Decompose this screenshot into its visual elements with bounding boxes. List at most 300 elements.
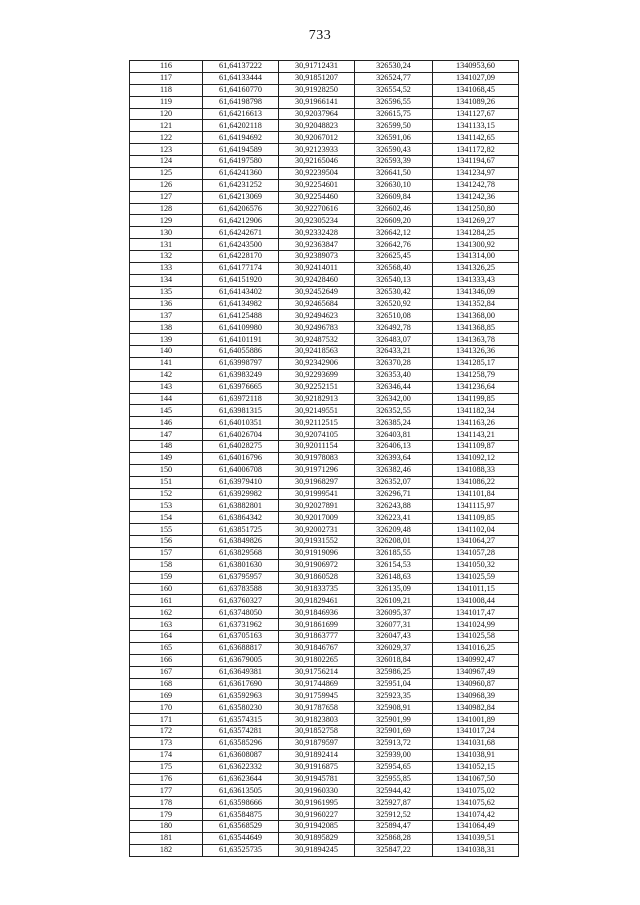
- point-number-cell: 117: [130, 72, 203, 84]
- table-row: [130, 61, 519, 73]
- point-number-cell: 118: [130, 84, 203, 96]
- latitude-cell: 61,64241360: [203, 167, 279, 179]
- y-coordinate-cell: 1341314,00: [433, 251, 519, 263]
- table-row: [130, 809, 519, 821]
- table-row: [130, 773, 519, 785]
- latitude-cell: 61,63731962: [203, 619, 279, 631]
- x-coordinate-cell: 325901,99: [355, 714, 433, 726]
- y-coordinate-cell: 1340968,39: [433, 690, 519, 702]
- longitude-cell: 30,92254460: [279, 191, 355, 203]
- table-row: [130, 464, 519, 476]
- x-coordinate-cell: 326596,55: [355, 96, 433, 108]
- y-coordinate-cell: 1341368,00: [433, 310, 519, 322]
- y-coordinate-cell: 1341250,80: [433, 203, 519, 215]
- table-row: [130, 334, 519, 346]
- x-coordinate-cell: 325912,52: [355, 809, 433, 821]
- table-row: [130, 678, 519, 690]
- longitude-cell: 30,92418563: [279, 346, 355, 358]
- x-coordinate-cell: 326406,13: [355, 441, 433, 453]
- point-number-cell: 124: [130, 156, 203, 168]
- table-row: [130, 429, 519, 441]
- latitude-cell: 61,64198798: [203, 96, 279, 108]
- point-number-cell: 134: [130, 274, 203, 286]
- y-coordinate-cell: 1341011,15: [433, 583, 519, 595]
- y-coordinate-cell: 1341133,15: [433, 120, 519, 132]
- x-coordinate-cell: 326095,37: [355, 607, 433, 619]
- point-number-cell: 176: [130, 773, 203, 785]
- longitude-cell: 30,92332428: [279, 227, 355, 239]
- y-coordinate-cell: 1341017,24: [433, 726, 519, 738]
- latitude-cell: 61,63574281: [203, 726, 279, 738]
- table-row: [130, 654, 519, 666]
- x-coordinate-cell: 326393,64: [355, 452, 433, 464]
- x-coordinate-cell: 326296,71: [355, 488, 433, 500]
- table-row: [130, 642, 519, 654]
- y-coordinate-cell: 1341075,02: [433, 785, 519, 797]
- x-coordinate-cell: 326029,37: [355, 642, 433, 654]
- longitude-cell: 30,92252151: [279, 381, 355, 393]
- y-coordinate-cell: 1341052,15: [433, 761, 519, 773]
- longitude-cell: 30,92389073: [279, 251, 355, 263]
- x-coordinate-cell: 326510,08: [355, 310, 433, 322]
- longitude-cell: 30,91942085: [279, 821, 355, 833]
- longitude-cell: 30,92067012: [279, 132, 355, 144]
- y-coordinate-cell: 1341258,79: [433, 369, 519, 381]
- point-number-cell: 182: [130, 844, 203, 856]
- y-coordinate-cell: 1341333,43: [433, 274, 519, 286]
- point-number-cell: 142: [130, 369, 203, 381]
- table-row: [130, 595, 519, 607]
- table-row: [130, 702, 519, 714]
- y-coordinate-cell: 1341234,97: [433, 167, 519, 179]
- x-coordinate-cell: 325901,69: [355, 726, 433, 738]
- y-coordinate-cell: 1341236,64: [433, 381, 519, 393]
- table-row: [130, 357, 519, 369]
- y-coordinate-cell: 1341284,25: [433, 227, 519, 239]
- x-coordinate-cell: 325986,25: [355, 666, 433, 678]
- point-number-cell: 149: [130, 452, 203, 464]
- table-row: [130, 714, 519, 726]
- longitude-cell: 30,91971296: [279, 464, 355, 476]
- x-coordinate-cell: 326385,24: [355, 417, 433, 429]
- latitude-cell: 61,63851725: [203, 524, 279, 536]
- x-coordinate-cell: 325894,47: [355, 821, 433, 833]
- x-coordinate-cell: 326540,13: [355, 274, 433, 286]
- longitude-cell: 30,91895829: [279, 832, 355, 844]
- longitude-cell: 30,91894245: [279, 844, 355, 856]
- latitude-cell: 61,63622332: [203, 761, 279, 773]
- x-coordinate-cell: 326342,00: [355, 393, 433, 405]
- longitude-cell: 30,91852758: [279, 726, 355, 738]
- point-number-cell: 154: [130, 512, 203, 524]
- latitude-cell: 61,63864342: [203, 512, 279, 524]
- y-coordinate-cell: 1341027,09: [433, 72, 519, 84]
- point-number-cell: 169: [130, 690, 203, 702]
- y-coordinate-cell: 1341346,09: [433, 286, 519, 298]
- point-number-cell: 128: [130, 203, 203, 215]
- x-coordinate-cell: 326243,88: [355, 500, 433, 512]
- point-number-cell: 167: [130, 666, 203, 678]
- point-number-cell: 125: [130, 167, 203, 179]
- x-coordinate-cell: 326135,09: [355, 583, 433, 595]
- x-coordinate-cell: 326077,31: [355, 619, 433, 631]
- y-coordinate-cell: 1341016,25: [433, 642, 519, 654]
- latitude-cell: 61,63829568: [203, 547, 279, 559]
- table-row: [130, 298, 519, 310]
- latitude-cell: 61,64125488: [203, 310, 279, 322]
- longitude-cell: 30,91846936: [279, 607, 355, 619]
- x-coordinate-cell: 326554,52: [355, 84, 433, 96]
- latitude-cell: 61,63929982: [203, 488, 279, 500]
- table-row: [130, 547, 519, 559]
- latitude-cell: 61,64213069: [203, 191, 279, 203]
- table-row: [130, 96, 519, 108]
- table-row: [130, 749, 519, 761]
- longitude-cell: 30,92342906: [279, 357, 355, 369]
- point-number-cell: 116: [130, 61, 203, 73]
- longitude-cell: 30,91916875: [279, 761, 355, 773]
- latitude-cell: 61,63976665: [203, 381, 279, 393]
- y-coordinate-cell: 1341067,50: [433, 773, 519, 785]
- point-number-cell: 145: [130, 405, 203, 417]
- point-number-cell: 132: [130, 251, 203, 263]
- y-coordinate-cell: 1341115,97: [433, 500, 519, 512]
- latitude-cell: 61,63979410: [203, 476, 279, 488]
- coordinates-table-body: [130, 61, 519, 857]
- latitude-cell: 61,63617690: [203, 678, 279, 690]
- point-number-cell: 152: [130, 488, 203, 500]
- y-coordinate-cell: 1341068,45: [433, 84, 519, 96]
- x-coordinate-cell: 325944,42: [355, 785, 433, 797]
- x-coordinate-cell: 325847,22: [355, 844, 433, 856]
- point-number-cell: 161: [130, 595, 203, 607]
- latitude-cell: 61,64206576: [203, 203, 279, 215]
- x-coordinate-cell: 326370,28: [355, 357, 433, 369]
- y-coordinate-cell: 1340960,87: [433, 678, 519, 690]
- x-coordinate-cell: 326208,01: [355, 536, 433, 548]
- y-coordinate-cell: 1341242,78: [433, 179, 519, 191]
- y-coordinate-cell: 1341300,92: [433, 239, 519, 251]
- table-row: [130, 227, 519, 239]
- point-number-cell: 181: [130, 832, 203, 844]
- table-row: [130, 179, 519, 191]
- point-number-cell: 180: [130, 821, 203, 833]
- table-row: [130, 583, 519, 595]
- table-row: [130, 203, 519, 215]
- page-number: 733: [308, 28, 332, 43]
- table-row: [130, 262, 519, 274]
- y-coordinate-cell: 1341194,67: [433, 156, 519, 168]
- table-row: [130, 156, 519, 168]
- y-coordinate-cell: 1341363,78: [433, 334, 519, 346]
- latitude-cell: 61,63584875: [203, 809, 279, 821]
- point-number-cell: 162: [130, 607, 203, 619]
- latitude-cell: 61,63801630: [203, 559, 279, 571]
- table-row: [130, 821, 519, 833]
- x-coordinate-cell: 326047,43: [355, 631, 433, 643]
- y-coordinate-cell: 1340982,84: [433, 702, 519, 714]
- point-number-cell: 153: [130, 500, 203, 512]
- x-coordinate-cell: 326352,55: [355, 405, 433, 417]
- latitude-cell: 61,64242671: [203, 227, 279, 239]
- point-number-cell: 155: [130, 524, 203, 536]
- latitude-cell: 61,63613505: [203, 785, 279, 797]
- y-coordinate-cell: 1341074,42: [433, 809, 519, 821]
- x-coordinate-cell: 326590,43: [355, 144, 433, 156]
- x-coordinate-cell: 326148,63: [355, 571, 433, 583]
- latitude-cell: 61,63679005: [203, 654, 279, 666]
- longitude-cell: 30,91846767: [279, 642, 355, 654]
- latitude-cell: 61,63580230: [203, 702, 279, 714]
- latitude-cell: 61,64194589: [203, 144, 279, 156]
- table-row: [130, 369, 519, 381]
- table-row: [130, 393, 519, 405]
- table-row: [130, 452, 519, 464]
- latitude-cell: 61,64137222: [203, 61, 279, 73]
- point-number-cell: 137: [130, 310, 203, 322]
- point-number-cell: 151: [130, 476, 203, 488]
- latitude-cell: 61,64026704: [203, 429, 279, 441]
- longitude-cell: 30,91945781: [279, 773, 355, 785]
- table-row: [130, 785, 519, 797]
- x-coordinate-cell: 326346,44: [355, 381, 433, 393]
- longitude-cell: 30,92487532: [279, 334, 355, 346]
- point-number-cell: 177: [130, 785, 203, 797]
- longitude-cell: 30,92414011: [279, 262, 355, 274]
- longitude-cell: 30,91931552: [279, 536, 355, 548]
- y-coordinate-cell: 1341326,36: [433, 346, 519, 358]
- longitude-cell: 30,91829461: [279, 595, 355, 607]
- x-coordinate-cell: 325908,91: [355, 702, 433, 714]
- x-coordinate-cell: 326625,45: [355, 251, 433, 263]
- latitude-cell: 61,64197580: [203, 156, 279, 168]
- table-row: [130, 607, 519, 619]
- table-row: [130, 524, 519, 536]
- table-row: [130, 500, 519, 512]
- table-row: [130, 666, 519, 678]
- x-coordinate-cell: 325954,65: [355, 761, 433, 773]
- latitude-cell: 61,63608087: [203, 749, 279, 761]
- longitude-cell: 30,92452649: [279, 286, 355, 298]
- x-coordinate-cell: 326530,42: [355, 286, 433, 298]
- y-coordinate-cell: 1341064,27: [433, 536, 519, 548]
- x-coordinate-cell: 326530,24: [355, 61, 433, 73]
- longitude-cell: 30,91833735: [279, 583, 355, 595]
- x-coordinate-cell: 325955,85: [355, 773, 433, 785]
- point-number-cell: 159: [130, 571, 203, 583]
- x-coordinate-cell: 326492,78: [355, 322, 433, 334]
- y-coordinate-cell: 1341008,44: [433, 595, 519, 607]
- latitude-cell: 61,63783588: [203, 583, 279, 595]
- point-number-cell: 164: [130, 631, 203, 643]
- y-coordinate-cell: 1341039,51: [433, 832, 519, 844]
- table-row: [130, 346, 519, 358]
- point-number-cell: 158: [130, 559, 203, 571]
- x-coordinate-cell: 325939,00: [355, 749, 433, 761]
- table-row: [130, 286, 519, 298]
- table-row: [130, 84, 519, 96]
- longitude-cell: 30,91823803: [279, 714, 355, 726]
- point-number-cell: 141: [130, 357, 203, 369]
- table-row: [130, 512, 519, 524]
- table-row: [130, 726, 519, 738]
- coordinates-table: [129, 60, 519, 857]
- y-coordinate-cell: 1341024,99: [433, 619, 519, 631]
- y-coordinate-cell: 1341089,26: [433, 96, 519, 108]
- latitude-cell: 61,64016796: [203, 452, 279, 464]
- point-number-cell: 150: [130, 464, 203, 476]
- y-coordinate-cell: 1341086,22: [433, 476, 519, 488]
- latitude-cell: 61,64101191: [203, 334, 279, 346]
- point-number-cell: 179: [130, 809, 203, 821]
- y-coordinate-cell: 1341269,27: [433, 215, 519, 227]
- latitude-cell: 61,63544649: [203, 832, 279, 844]
- table-row: [130, 488, 519, 500]
- longitude-cell: 30,92011154: [279, 441, 355, 453]
- point-number-cell: 140: [130, 346, 203, 358]
- x-coordinate-cell: 326353,40: [355, 369, 433, 381]
- longitude-cell: 30,91928250: [279, 84, 355, 96]
- latitude-cell: 61,64109980: [203, 322, 279, 334]
- y-coordinate-cell: 1341102,04: [433, 524, 519, 536]
- longitude-cell: 30,91999541: [279, 488, 355, 500]
- x-coordinate-cell: 326641,50: [355, 167, 433, 179]
- y-coordinate-cell: 1341182,34: [433, 405, 519, 417]
- table-row: [130, 132, 519, 144]
- longitude-cell: 30,92112515: [279, 417, 355, 429]
- longitude-cell: 30,92074105: [279, 429, 355, 441]
- point-number-cell: 120: [130, 108, 203, 120]
- table-row: [130, 120, 519, 132]
- longitude-cell: 30,91802265: [279, 654, 355, 666]
- point-number-cell: 119: [130, 96, 203, 108]
- x-coordinate-cell: 326403,81: [355, 429, 433, 441]
- longitude-cell: 30,92293699: [279, 369, 355, 381]
- y-coordinate-cell: 1341368,85: [433, 322, 519, 334]
- point-number-cell: 136: [130, 298, 203, 310]
- table-row: [130, 536, 519, 548]
- latitude-cell: 61,63849826: [203, 536, 279, 548]
- table-row: [130, 191, 519, 203]
- table-row: [130, 381, 519, 393]
- y-coordinate-cell: 1340953,60: [433, 61, 519, 73]
- point-number-cell: 157: [130, 547, 203, 559]
- point-number-cell: 174: [130, 749, 203, 761]
- table-row: [130, 832, 519, 844]
- point-number-cell: 131: [130, 239, 203, 251]
- table-row: [130, 274, 519, 286]
- latitude-cell: 61,64202118: [203, 120, 279, 132]
- latitude-cell: 61,64143402: [203, 286, 279, 298]
- table-row: [130, 571, 519, 583]
- x-coordinate-cell: 326593,39: [355, 156, 433, 168]
- point-number-cell: 129: [130, 215, 203, 227]
- latitude-cell: 61,63592963: [203, 690, 279, 702]
- y-coordinate-cell: 1341199,85: [433, 393, 519, 405]
- longitude-cell: 30,91892414: [279, 749, 355, 761]
- x-coordinate-cell: 326602,46: [355, 203, 433, 215]
- longitude-cell: 30,91960227: [279, 809, 355, 821]
- table-row: [130, 690, 519, 702]
- y-coordinate-cell: 1341101,84: [433, 488, 519, 500]
- longitude-cell: 30,91978083: [279, 452, 355, 464]
- table-row: [130, 322, 519, 334]
- x-coordinate-cell: 326223,41: [355, 512, 433, 524]
- table-row: [130, 619, 519, 631]
- x-coordinate-cell: 326382,46: [355, 464, 433, 476]
- latitude-cell: 61,64006708: [203, 464, 279, 476]
- latitude-cell: 61,64028275: [203, 441, 279, 453]
- x-coordinate-cell: 326642,12: [355, 227, 433, 239]
- point-number-cell: 166: [130, 654, 203, 666]
- longitude-cell: 30,92428460: [279, 274, 355, 286]
- point-number-cell: 133: [130, 262, 203, 274]
- latitude-cell: 61,64231252: [203, 179, 279, 191]
- y-coordinate-cell: 1341142,65: [433, 132, 519, 144]
- x-coordinate-cell: 326352,07: [355, 476, 433, 488]
- latitude-cell: 61,63623644: [203, 773, 279, 785]
- latitude-cell: 61,64216613: [203, 108, 279, 120]
- longitude-cell: 30,92363847: [279, 239, 355, 251]
- latitude-cell: 61,63998797: [203, 357, 279, 369]
- longitude-cell: 30,91863777: [279, 631, 355, 643]
- x-coordinate-cell: 325868,28: [355, 832, 433, 844]
- latitude-cell: 61,63882801: [203, 500, 279, 512]
- table-row: [130, 441, 519, 453]
- y-coordinate-cell: 1341031,68: [433, 737, 519, 749]
- longitude-cell: 30,91961995: [279, 797, 355, 809]
- point-number-cell: 163: [130, 619, 203, 631]
- latitude-cell: 61,64133444: [203, 72, 279, 84]
- point-number-cell: 156: [130, 536, 203, 548]
- point-number-cell: 139: [130, 334, 203, 346]
- y-coordinate-cell: 1341038,31: [433, 844, 519, 856]
- y-coordinate-cell: 1341057,28: [433, 547, 519, 559]
- longitude-cell: 30,92165046: [279, 156, 355, 168]
- point-number-cell: 122: [130, 132, 203, 144]
- y-coordinate-cell: 1341025,58: [433, 631, 519, 643]
- latitude-cell: 61,63525735: [203, 844, 279, 856]
- y-coordinate-cell: 1341109,85: [433, 512, 519, 524]
- point-number-cell: 165: [130, 642, 203, 654]
- table-row: [130, 215, 519, 227]
- x-coordinate-cell: 326483,07: [355, 334, 433, 346]
- x-coordinate-cell: 326209,48: [355, 524, 433, 536]
- y-coordinate-cell: 1341092,12: [433, 452, 519, 464]
- latitude-cell: 61,64243500: [203, 239, 279, 251]
- latitude-cell: 61,64134982: [203, 298, 279, 310]
- x-coordinate-cell: 325951,04: [355, 678, 433, 690]
- point-number-cell: 121: [130, 120, 203, 132]
- point-number-cell: 146: [130, 417, 203, 429]
- point-number-cell: 138: [130, 322, 203, 334]
- x-coordinate-cell: 326599,50: [355, 120, 433, 132]
- x-coordinate-cell: 325923,35: [355, 690, 433, 702]
- table-row: [130, 737, 519, 749]
- longitude-cell: 30,92270616: [279, 203, 355, 215]
- table-row: [130, 631, 519, 643]
- latitude-cell: 61,64055886: [203, 346, 279, 358]
- x-coordinate-cell: 326609,20: [355, 215, 433, 227]
- x-coordinate-cell: 326630,10: [355, 179, 433, 191]
- x-coordinate-cell: 326433,21: [355, 346, 433, 358]
- table-row: [130, 476, 519, 488]
- y-coordinate-cell: 1340967,49: [433, 666, 519, 678]
- latitude-cell: 61,63688817: [203, 642, 279, 654]
- point-number-cell: 171: [130, 714, 203, 726]
- table-row: [130, 167, 519, 179]
- longitude-cell: 30,91906972: [279, 559, 355, 571]
